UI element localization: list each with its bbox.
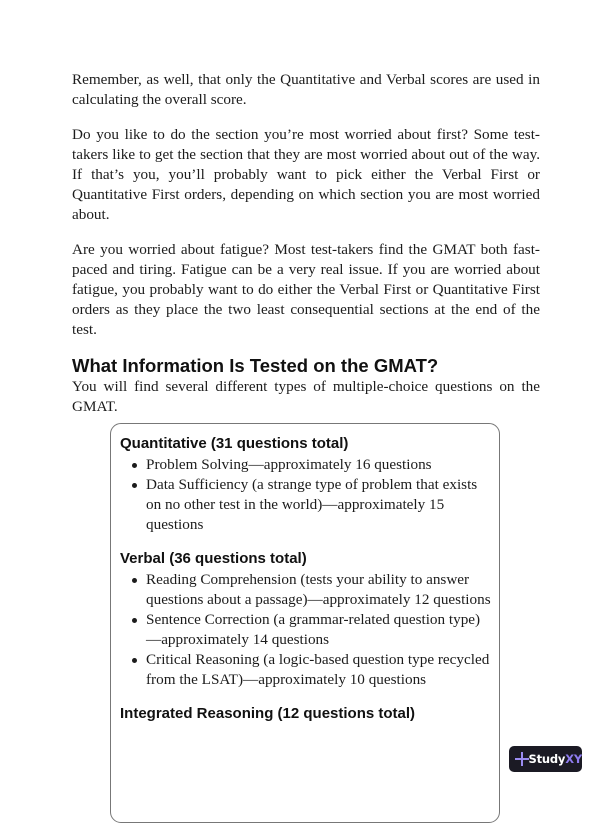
bullet-icon: [132, 618, 137, 623]
list-item-text: Sentence Correction (a grammar-related question type)—approximately 14 questions: [146, 611, 481, 648]
list-item-text: Problem Solving—approximately 16 questions: [146, 456, 432, 473]
brand-logo-text: [529, 752, 583, 766]
paragraph-fatigue: Are you worried about fatigue? Most test-takers find the GMAT both fast-paced and tiring. Fatigue can be a very real issue. If you are worried about fatigue, you probably want to do either the Verbal First or Quantitative First orders as they place the two least consequential sections at the end of the test.: [72, 241, 540, 338]
brand-accent: XY: [565, 752, 582, 766]
bullet-list: [120, 455, 491, 535]
list-item-text: Critical Reasoning (a logic-based question type recycled from the LSAT)—approximately 10 questions: [146, 651, 490, 688]
section-intro: You will find several different types of multiple-choice questions on the GMAT.: [72, 378, 540, 415]
studyxy-badge[interactable]: [509, 746, 582, 772]
list-item: [120, 610, 491, 650]
list-item-text: Data Sufficiency (a strange type of problem that exists on no other test in the world)—approximately 15 questions: [146, 476, 478, 533]
box-section-verbal: [120, 549, 491, 690]
bullet-icon: [132, 658, 137, 663]
section-heading: What Information Is Tested on the GMAT?: [72, 355, 439, 376]
plus-icon: [515, 752, 525, 766]
bullet-icon: [132, 483, 137, 488]
brand-main: Study: [528, 752, 566, 766]
list-item: [120, 570, 491, 610]
bullet-list: [120, 570, 491, 690]
paragraph-section-order: Do you like to do the section you’re most worried about first? Some test-takers like to get the section that they are most worried about out of the way. If that’s you, you’ll probably want to pick either the Verbal First or Quantitative First orders, depending on which section you are most worried about.: [72, 126, 540, 223]
box-section-integrated-reasoning: [120, 704, 491, 724]
document-page: [72, 70, 540, 432]
list-item-text: Reading Comprehension (tests your ability to answer questions about a passage)—approximately 12 questions: [146, 571, 491, 608]
box-section-title: Verbal (36 questions total): [120, 550, 307, 567]
bullet-icon: [132, 463, 137, 468]
box-section-quantitative: [120, 434, 491, 535]
box-section-title: Quantitative (31 questions total): [120, 435, 349, 452]
paragraph-scores: Remember, as well, that only the Quantitative and Verbal scores are used in calculating the overall score.: [72, 71, 540, 108]
list-item: [120, 650, 491, 690]
list-item: [120, 455, 491, 475]
question-types-box: [110, 423, 500, 823]
list-item: [120, 475, 491, 535]
bullet-icon: [132, 578, 137, 583]
box-section-title: Integrated Reasoning (12 questions total): [120, 705, 416, 722]
